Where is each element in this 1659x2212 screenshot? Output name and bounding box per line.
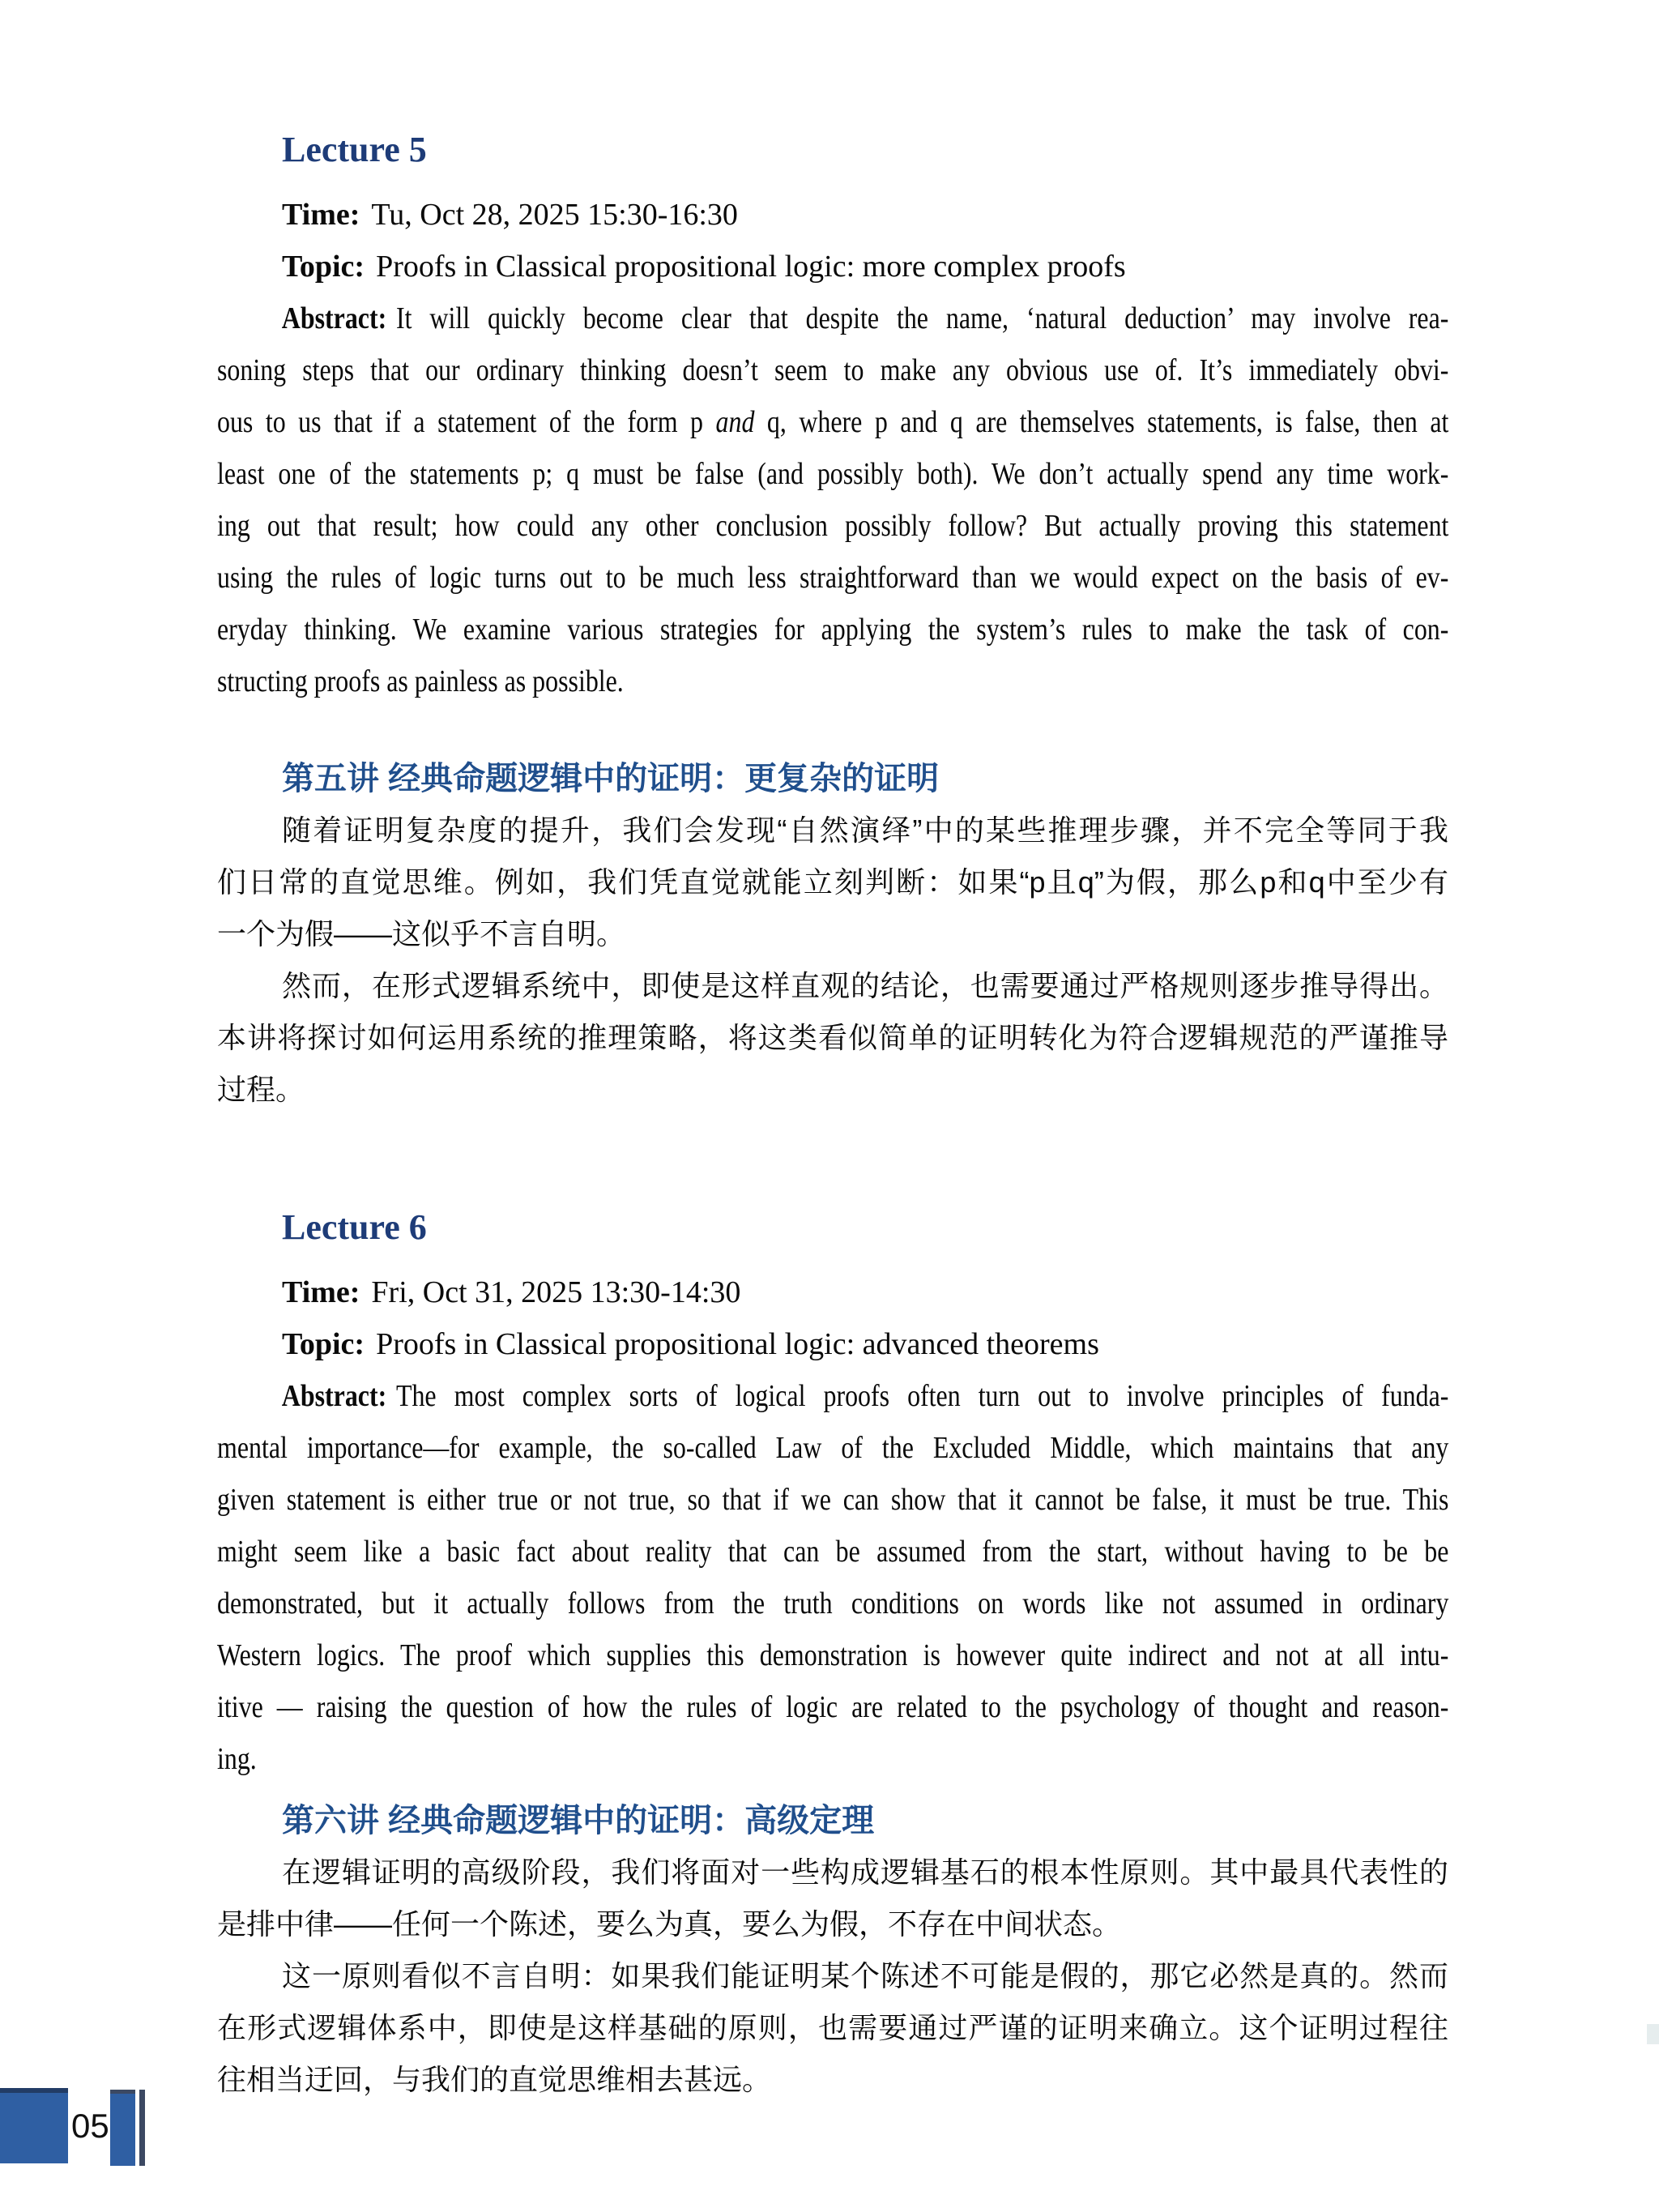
cn-line: 这一原则看似不言自明：如果我们能证明某个陈述不可能是假的，那它必然是真的。然而 [282,1959,1448,1992]
abstract-text: The most complex sorts of logical proofs often turn out to involve principles of funda- [395,1379,1449,1413]
cn-line: 是排中律——任何一个陈述，要么为真，要么为假，不存在中间状态。 [217,1907,1122,1941]
cn-line: 往相当迂回，与我们的直觉思维相去甚远。 [217,2063,772,2096]
lecture6-abstract [217,1370,1448,1785]
lecture6-heading: Lecture 6 [282,1207,427,1247]
cn-line: 一个为假——这似乎不言自明。 [217,917,626,950]
time-label: Time: [282,1275,360,1309]
abstract-line: structing proofs as painless as possible. [217,664,624,698]
footer-accent-line [139,2090,145,2166]
time-value: Fri, Oct 31, 2025 13:30-14:30 [371,1275,741,1309]
abstract-text: It will quickly become clear that despite the name, ‘natural deduction’ may involve rea- [395,301,1449,335]
abstract-label: Abstract: [281,1379,387,1413]
lecture5-topic-line [217,241,1448,293]
abstract-line: demonstrated, but it actually follows from the truth conditions on words like not assumed in ordinary [217,1586,1449,1621]
abstract-line [217,1370,1448,1422]
lecture6-cn-heading: 第六讲 经典命题逻辑中的证明：高级定理 [282,1803,875,1838]
abstract-line: itive — raising the question of how the rules of logic are related to the psychology of thought and reason- [217,1690,1449,1724]
cn-line: 本讲将探讨如何运用系统的推理策略，将这类看似简单的证明转化为符合逻辑规范的严谨推导 [217,1021,1448,1054]
right-edge-mark [1647,2024,1659,2044]
abstract-label: Abstract: [281,301,387,335]
abstract-line: ing. [217,1742,257,1776]
page-number: 05 [71,2107,109,2145]
cn-line: 在逻辑证明的高级阶段，我们将面对一些构成逻辑基石的根本性原则。其中最具代表性的 [282,1855,1448,1889]
topic-value: Proofs in Classical propositional logic: more complex proofs [376,250,1126,284]
abstract-line: soning steps that our ordinary thinking doesn’t seem to make any obvious use of. It’s immediately obvi- [217,353,1449,387]
lecture6-cn-paragraph-2 [217,1950,1448,2106]
abstract-line [217,293,1448,344]
lecture6-time-line [217,1266,1448,1318]
abstract-line: mental importance—for example, the so-called Law of the Excluded Middle, which maintains that any [217,1431,1449,1465]
abstract-line: Western logics. The proof which supplies this demonstration is however quite indirect and not at all intu- [217,1638,1449,1672]
time-value: Tu, Oct 28, 2025 15:30-16:30 [371,198,738,232]
topic-label: Topic: [282,250,365,284]
abstract-text: q, where p and q are themselves statements, is false, then at [754,405,1449,439]
abstract-text: ous to us that if a statement of the form p [217,405,716,439]
cn-line: 们日常的直觉思维。例如，我们凭直觉就能立刻判断：如果“p且q”为假，那么p和q中至少有 [217,865,1448,899]
abstract-line: might seem like a basic fact about reality that can be assumed from the start, without having to be be [217,1535,1449,1569]
abstract-line: given statement is either true or not true, so that if we can show that it cannot be false, it must be true. This [217,1483,1449,1517]
cn-line: 在形式逻辑体系中，即使是这样基础的原则，也需要通过严谨的证明来确立。这个证明过程往 [217,2011,1448,2044]
lecture6-topic-line [217,1318,1448,1370]
abstract-italic-word: and [715,405,755,439]
footer-accent-bar [110,2090,135,2166]
lecture5-time-line [217,189,1448,241]
topic-label: Topic: [282,1327,365,1361]
footer-accent-square [0,2088,68,2163]
topic-value: Proofs in Classical propositional logic: advanced theorems [376,1327,1099,1361]
abstract-line: least one of the statements p; q must be false (and possibly both). We don’t actually spend any time work- [217,457,1449,491]
lecture5-heading: Lecture 5 [282,130,427,169]
abstract-line: eryday thinking. We examine various strategies for applying the system’s rules to make the task of con- [217,613,1449,647]
time-label: Time: [282,198,360,232]
lecture5-cn-heading: 第五讲 经典命题逻辑中的证明：更复杂的证明 [282,761,940,796]
lecture6-cn-paragraph-1 [217,1847,1448,1950]
lecture5-abstract [217,293,1448,707]
abstract-line [217,396,1448,448]
abstract-line: ing out that result; how could any other conclusion possibly follow? But actually proving this statement [217,509,1449,543]
cn-line: 然而，在形式逻辑系统中，即使是这样直观的结论，也需要通过严格规则逐步推导得出。 [282,969,1448,1002]
cn-line: 随着证明复杂度的提升，我们会发现“自然演绎”中的某些推理步骤，并不完全等同于我 [282,813,1448,847]
cn-line: 过程。 [217,1073,305,1106]
lecture5-cn-paragraph-1 [217,805,1448,960]
abstract-line: using the rules of logic turns out to be much less straightforward than we would expect on the basis of ev- [217,561,1449,595]
lecture5-cn-paragraph-2 [217,960,1448,1116]
